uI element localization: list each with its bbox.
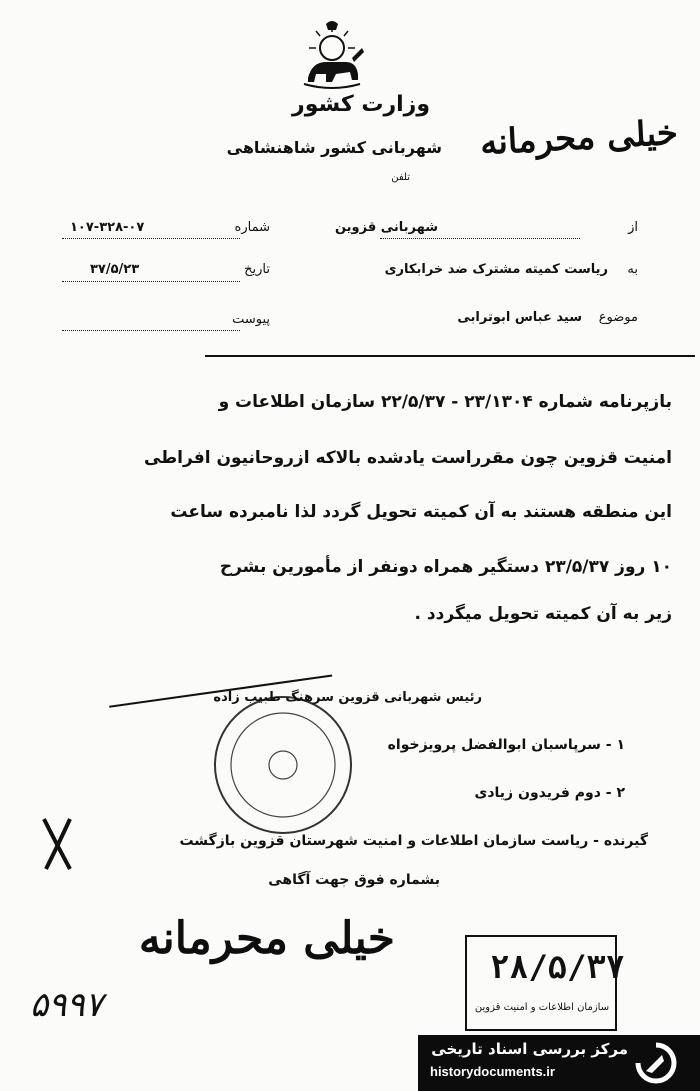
stamp-date: ۲۸/۵/۳۷ (490, 948, 625, 986)
to-label: به (627, 262, 638, 277)
header-divider (205, 355, 695, 357)
body-line-3: این منطقه هستند به آن کمیته تحویل گردد لذا نامبرده ساعت (170, 502, 672, 522)
police-chief-signature-title: رئیس شهربانی قزوین سرهنگ طبیب زاده (213, 690, 482, 705)
watermark-url: historydocuments.ir (430, 1064, 555, 1079)
body-line-5: زیر به آن کمیته تحویل میگردد . (414, 604, 672, 624)
date-label: تاریخ (244, 262, 270, 277)
number-dotted-line (62, 238, 240, 239)
telephone-label: تلفن (391, 172, 410, 183)
subject-label: موضوع (598, 310, 638, 325)
ministry-title: وزارت کشور (292, 92, 430, 117)
to-value: ریاست کمیته مشترک ضد خرابکاری (384, 262, 608, 277)
number-label: شماره (234, 220, 270, 235)
lion-and-sun-emblem-icon (292, 18, 372, 98)
officer-2: ۲ - دوم فریدون زیادی (474, 785, 625, 801)
watermark-persian-text: مرکز بررسی اسناد تاریخی (431, 1040, 628, 1058)
date-value: ۳۷/۵/۲۳ (90, 262, 140, 277)
body-line-1: بازپرنامه شماره ۲۳/۱۳۰۴ - ۲۲/۵/۳۷ سازمان اطلاعات و (218, 392, 672, 412)
date-dotted-line (62, 281, 240, 282)
bottom-secret-stamp: خیلی محرمانه (138, 913, 395, 964)
from-value: شهربانی قزوین (334, 220, 438, 235)
subject-value: سید عباس ابوترابی (457, 310, 582, 325)
top-secret-stamp: خیلی محرمانه (479, 112, 679, 164)
police-department-title: شهربانی کشور شاهنشاهی (226, 138, 442, 157)
recipient-note-line-1: گیرنده - ریاست سازمان اطلاعات و امنیت شهرستان قزوین بازگشت (179, 833, 648, 849)
attachment-dotted-line (62, 330, 240, 331)
history-documents-logo-icon (634, 1041, 678, 1085)
recipient-note-line-2: بشماره فوق جهت آگاهی (268, 872, 440, 888)
attachment-label: پیوست (232, 312, 270, 327)
body-line-2: امنیت قزوین چون مقرراست یادشده بالاکه ازروحانیون افراطی (143, 448, 672, 468)
stamp-caption: سازمان اطلاعات و امنیت قزوین (474, 1002, 610, 1013)
number-value: ۱۰۷-۳۲۸-۰۷ (70, 220, 145, 235)
cross-mark-icon (40, 815, 74, 873)
from-dotted-line (380, 238, 580, 239)
handwritten-archive-number: ۵۹۹۷ (30, 985, 104, 1025)
from-label: از (628, 220, 638, 235)
body-line-4: ۱۰ روز ۲۳/۵/۳۷ دستگیر همراه دونفر از مأمورین بشرح (219, 557, 672, 577)
officer-1: ۱ - سرپاسبان ابوالفضل پرویزخواه (387, 737, 625, 753)
